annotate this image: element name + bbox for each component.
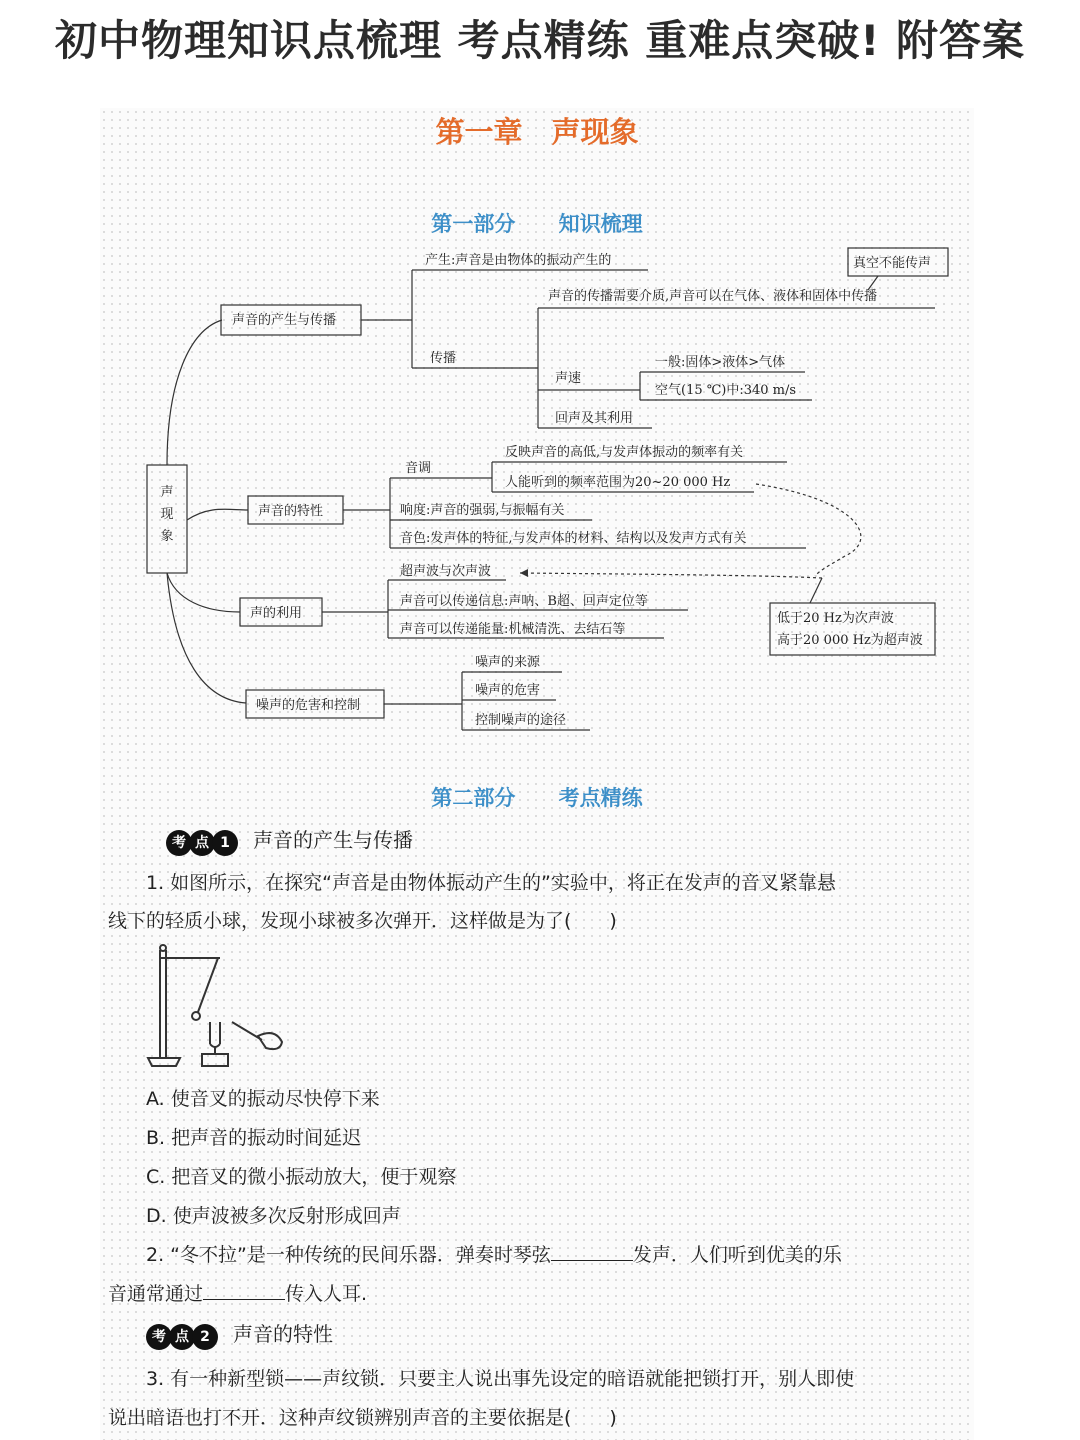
b1-speed-general: 一般:固体>液体>气体	[655, 355, 786, 370]
branch4-label: 噪声的危害和控制	[256, 698, 361, 713]
q1-line-2: 线下的轻质小球，发现小球被多次弹开．这样做是为了( )	[108, 910, 617, 932]
branch1-label: 声音的产生与传播	[232, 313, 337, 328]
b3-energy: 声音可以传递能量:机械清洗、去结石等	[400, 622, 626, 637]
tuning-fork-apparatus-figure	[140, 940, 300, 1075]
q2-text-1b: 发声．人们听到优美的乐	[632, 1244, 842, 1266]
q3-line-1: 3. 有一种新型锁——声纹锁．只要主人说出事先设定的暗语就能把锁打开，别人即使	[146, 1368, 855, 1390]
b4-harm: 噪声的危害	[475, 683, 541, 698]
b2-pitch-2: 人能听到的频率范围为20~20 000 Hz	[505, 475, 731, 490]
b1-speed: 声速	[555, 371, 582, 386]
b2-loudness: 响度:声音的强弱,与振幅有关	[400, 503, 565, 518]
b1-propagate: 传播	[430, 351, 457, 366]
b3-ultra: 超声波与次声波	[400, 564, 492, 579]
kaodian-1-badge: 考 点 1	[166, 828, 235, 856]
part2-heading	[100, 782, 974, 812]
part2-name: 考点精练	[558, 786, 643, 810]
b1-vacuum: 真空不能传声	[853, 256, 932, 271]
chapter-title: 第一章 声现象	[435, 115, 639, 149]
kaodian-2-title: 声音的特性	[233, 1322, 333, 1346]
q1-option-b: B. 把声音的振动时间延迟	[146, 1127, 362, 1149]
part1-name: 知识梳理	[558, 212, 643, 236]
q1-option-c: C. 把音叉的微小振动放大，便于观察	[146, 1166, 457, 1188]
branch2-label: 声音的特性	[258, 504, 324, 519]
q2-blank-2[interactable]	[203, 1281, 285, 1300]
b4-control: 控制噪声的途径	[475, 713, 567, 728]
q2-text-2b: 传入人耳.	[285, 1283, 368, 1305]
q2-line-1	[146, 1240, 842, 1267]
kaodian-1-title: 声音的产生与传播	[253, 828, 413, 852]
note-line-2: 高于20 000 Hz为超声波	[777, 633, 923, 648]
root-char-3: 象	[160, 529, 174, 544]
q2-line-2	[108, 1279, 367, 1306]
b1-medium: 声音的传播需要介质,声音可以在气体、液体和固体中传播	[548, 289, 878, 304]
note-line-1: 低于20 Hz为次声波	[777, 611, 894, 626]
b1-produce: 产生:声音是由物体的振动产生的	[425, 253, 612, 268]
kaodian-2-badge: 考 点 2	[146, 1322, 215, 1350]
q1-line-1: 1. 如图所示，在探究“声音是由物体振动产生的”实验中，将正在发声的音叉紧靠悬	[146, 872, 836, 894]
page-headline: 初中物理知识点梳理 考点精练 重难点突破! 附答案	[54, 16, 1026, 65]
q3-line-2: 说出暗语也打不开．这种声纹锁辨别声音的主要依据是( )	[108, 1407, 617, 1429]
root-char-1: 声	[160, 485, 174, 500]
b1-speed-air: 空气(15 ℃)中:340 m/s	[655, 383, 797, 398]
kaodian-2-heading	[146, 1318, 333, 1350]
branch3-label: 声的利用	[250, 606, 303, 621]
arrow-head-icon	[520, 569, 528, 577]
b2-pitch-1: 反映声音的高低,与发声体振动的频率有关	[505, 445, 744, 460]
b2-timbre: 音色:发声体的特征,与发声体的材料、结构以及发声方式有关	[400, 531, 747, 546]
root-char-2: 现	[160, 507, 174, 522]
q1-option-d: D. 使声波被多次反射形成回声	[146, 1205, 401, 1227]
q2-text-1a: 2. “冬不拉”是一种传统的民间乐器．弹奏时琴弦	[146, 1244, 551, 1266]
b2-pitch: 音调	[405, 461, 432, 476]
b1-echo: 回声及其利用	[555, 411, 634, 426]
q2-blank-1[interactable]	[551, 1242, 633, 1261]
q2-text-2a: 音通常通过	[108, 1283, 204, 1305]
kaodian-1-heading	[166, 824, 413, 856]
b4-source: 噪声的来源	[475, 655, 541, 670]
part1-number: 第一部分	[431, 212, 516, 236]
b3-info: 声音可以传递信息:声呐、B超、回声定位等	[400, 594, 648, 609]
q1-option-a: A. 使音叉的振动尽快停下来	[146, 1088, 380, 1110]
part2-number: 第二部分	[431, 786, 516, 810]
